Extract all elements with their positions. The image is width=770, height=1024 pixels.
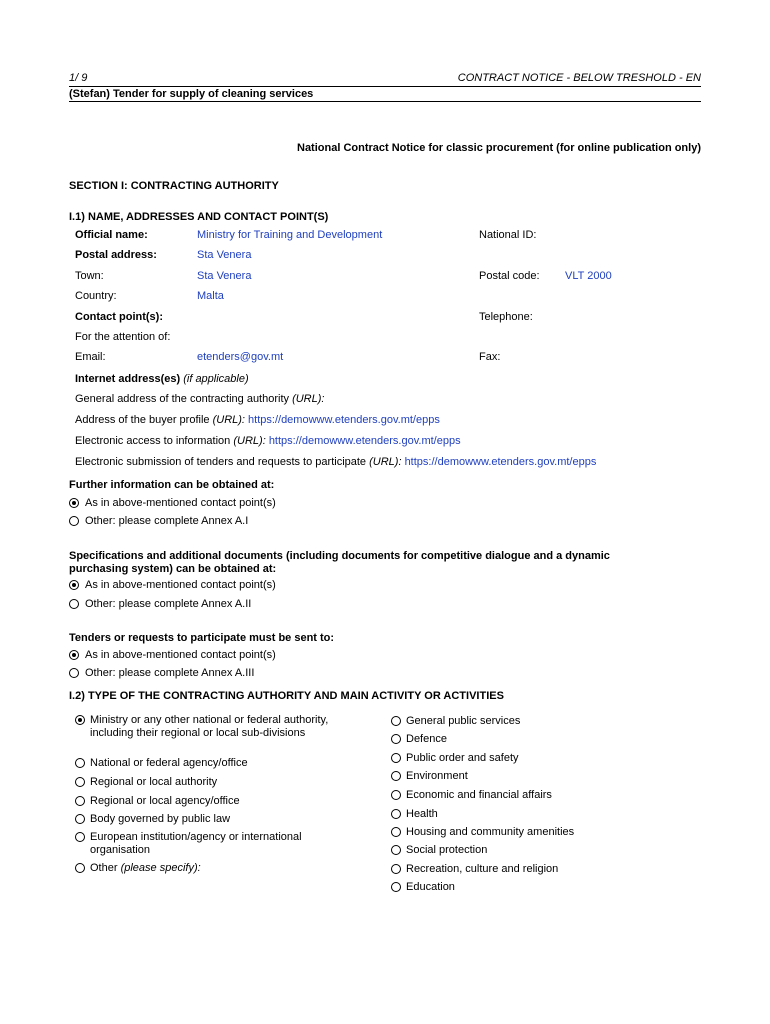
header-divider — [69, 86, 701, 87]
electronic-access-row — [75, 435, 461, 447]
internet-addresses-label: Internet address(es) — [75, 373, 181, 385]
further-info-option-same: As in above-mentioned contact point(s) — [85, 497, 276, 509]
header-divider-bottom — [69, 101, 701, 102]
section-heading: SECTION I: CONTRACTING AUTHORITY — [69, 180, 279, 192]
town-value: Sta Venera — [197, 270, 252, 282]
postal-address-value: Sta Venera — [197, 249, 252, 261]
specifications-option-other: Other: please complete Annex A.II — [85, 598, 252, 610]
authority-type-radio-european[interactable] — [75, 832, 85, 842]
authority-type-radio-regional-agency[interactable] — [75, 796, 85, 806]
postal-address-label: Postal address: — [75, 249, 157, 261]
tenders-radio-same[interactable] — [69, 650, 79, 660]
activity-economic: Economic and financial affairs — [406, 789, 552, 801]
authority-type-ministry: Ministry or any other national or federal authority, including their regional or local sub-divisions — [90, 714, 329, 739]
electronic-access-label: Electronic access to information — [75, 435, 231, 447]
activity-radio-economic[interactable] — [391, 790, 401, 800]
activity-radio-health[interactable] — [391, 809, 401, 819]
activity-recreation: Recreation, culture and religion — [406, 863, 559, 875]
general-address-url-label: (URL): — [292, 393, 325, 405]
email-value: etenders@gov.mt — [197, 351, 284, 363]
notice-subject: (Stefan) Tender for supply of cleaning services — [69, 88, 314, 100]
telephone-label: Telephone: — [479, 311, 533, 323]
tenders-option-other: Other: please complete Annex A.III — [85, 667, 255, 679]
tenders-radio-other[interactable] — [69, 668, 79, 678]
activity-radio-education[interactable] — [391, 882, 401, 892]
activity-housing: Housing and community amenities — [406, 826, 575, 838]
general-address-label: General address of the contracting authority — [75, 393, 290, 405]
postal-code-value: VLT 2000 — [565, 270, 612, 282]
town-label: Town: — [75, 270, 104, 282]
authority-type-radio-ministry[interactable] — [75, 715, 85, 725]
postal-code-label: Postal code: — [479, 270, 540, 282]
authority-type-radio-public-law[interactable] — [75, 814, 85, 824]
official-name-value: Ministry for Training and Development — [197, 229, 383, 241]
activity-environment: Environment — [406, 770, 468, 782]
authority-type-radio-national-agency[interactable] — [75, 758, 85, 768]
electronic-submission-label: Electronic submission of tenders and requests to participate — [75, 456, 367, 468]
specifications-radio-same[interactable] — [69, 580, 79, 590]
page-number: 1/ 9 — [69, 72, 88, 84]
activity-radio-defence[interactable] — [391, 734, 401, 744]
attention-label: For the attention of: — [75, 331, 171, 343]
authority-type-regional-agency: Regional or local agency/office — [90, 795, 240, 807]
internet-addresses-note: (if applicable) — [183, 373, 249, 385]
specifications-heading-2: purchasing system) can be obtained at: — [69, 563, 277, 575]
buyer-profile-url-label: (URL): — [212, 414, 245, 426]
activity-health: Health — [406, 808, 438, 820]
further-info-radio-same[interactable] — [69, 498, 79, 508]
authority-type-radio-other[interactable] — [75, 863, 85, 873]
further-info-radio-other[interactable] — [69, 516, 79, 526]
buyer-profile-link[interactable]: https://demowww.etenders.gov.mt/epps — [248, 414, 440, 426]
buyer-profile-row — [75, 414, 440, 426]
tenders-option-same: As in above-mentioned contact point(s) — [85, 649, 276, 661]
subsection-heading-i1: I.1) NAME, ADDRESSES AND CONTACT POINT(S) — [69, 211, 329, 223]
activity-radio-general-public-services[interactable] — [391, 716, 401, 726]
fax-label: Fax: — [479, 351, 501, 363]
email-label: Email: — [75, 351, 106, 363]
activity-general-public-services: General public services — [406, 715, 521, 727]
activity-education: Education — [406, 881, 455, 893]
authority-type-radio-regional-authority[interactable] — [75, 777, 85, 787]
internet-addresses-row — [75, 373, 249, 385]
specifications-radio-other[interactable] — [69, 599, 79, 609]
authority-type-public-law: Body governed by public law — [90, 813, 231, 825]
specifications-heading-1: Specifications and additional documents (including documents for competitive dialogue and a dynamic — [69, 550, 610, 562]
authority-type-other-row — [90, 862, 201, 874]
activity-radio-housing[interactable] — [391, 827, 401, 837]
authority-type-other-note: (please specify): — [120, 862, 201, 874]
authority-type-national-agency: National or federal agency/office — [90, 757, 248, 769]
general-address-row — [75, 393, 324, 405]
activity-public-order: Public order and safety — [406, 752, 519, 764]
country-label: Country: — [75, 290, 117, 302]
activity-radio-public-order[interactable] — [391, 753, 401, 763]
electronic-access-link[interactable]: https://demowww.etenders.gov.mt/epps — [268, 435, 461, 447]
authority-type-regional-authority: Regional or local authority — [90, 776, 218, 788]
document-type: CONTRACT NOTICE - BELOW TRESHOLD - EN — [457, 72, 701, 84]
electronic-submission-url-label: (URL): — [369, 456, 402, 468]
activity-radio-environment[interactable] — [391, 771, 401, 781]
activity-radio-recreation[interactable] — [391, 864, 401, 874]
activity-social-protection: Social protection — [406, 844, 488, 856]
activity-defence: Defence — [406, 733, 447, 745]
country-value: Malta — [197, 290, 224, 302]
electronic-access-url-label: (URL): — [233, 435, 266, 447]
authority-type-other: Other — [90, 862, 118, 874]
notice-title: National Contract Notice for classic procurement (for online publication only) — [297, 142, 701, 154]
national-id-label: National ID: — [479, 229, 537, 241]
activity-radio-social-protection[interactable] — [391, 845, 401, 855]
official-name-label: Official name: — [75, 229, 148, 241]
contact-points-label: Contact point(s): — [75, 311, 163, 323]
electronic-submission-link[interactable]: https://demowww.etenders.gov.mt/epps — [404, 456, 597, 468]
further-info-option-other: Other: please complete Annex A.I — [85, 515, 249, 527]
subsection-heading-i2: I.2) TYPE OF THE CONTRACTING AUTHORITY AND MAIN ACTIVITY OR ACTIVITIES — [69, 690, 504, 702]
further-info-heading: Further information can be obtained at: — [69, 479, 275, 491]
authority-type-european: European institution/agency or international organisation — [90, 831, 302, 856]
electronic-submission-row — [75, 456, 596, 468]
buyer-profile-label: Address of the buyer profile — [75, 414, 210, 426]
specifications-option-same: As in above-mentioned contact point(s) — [85, 579, 276, 591]
tenders-heading: Tenders or requests to participate must be sent to: — [69, 632, 335, 644]
